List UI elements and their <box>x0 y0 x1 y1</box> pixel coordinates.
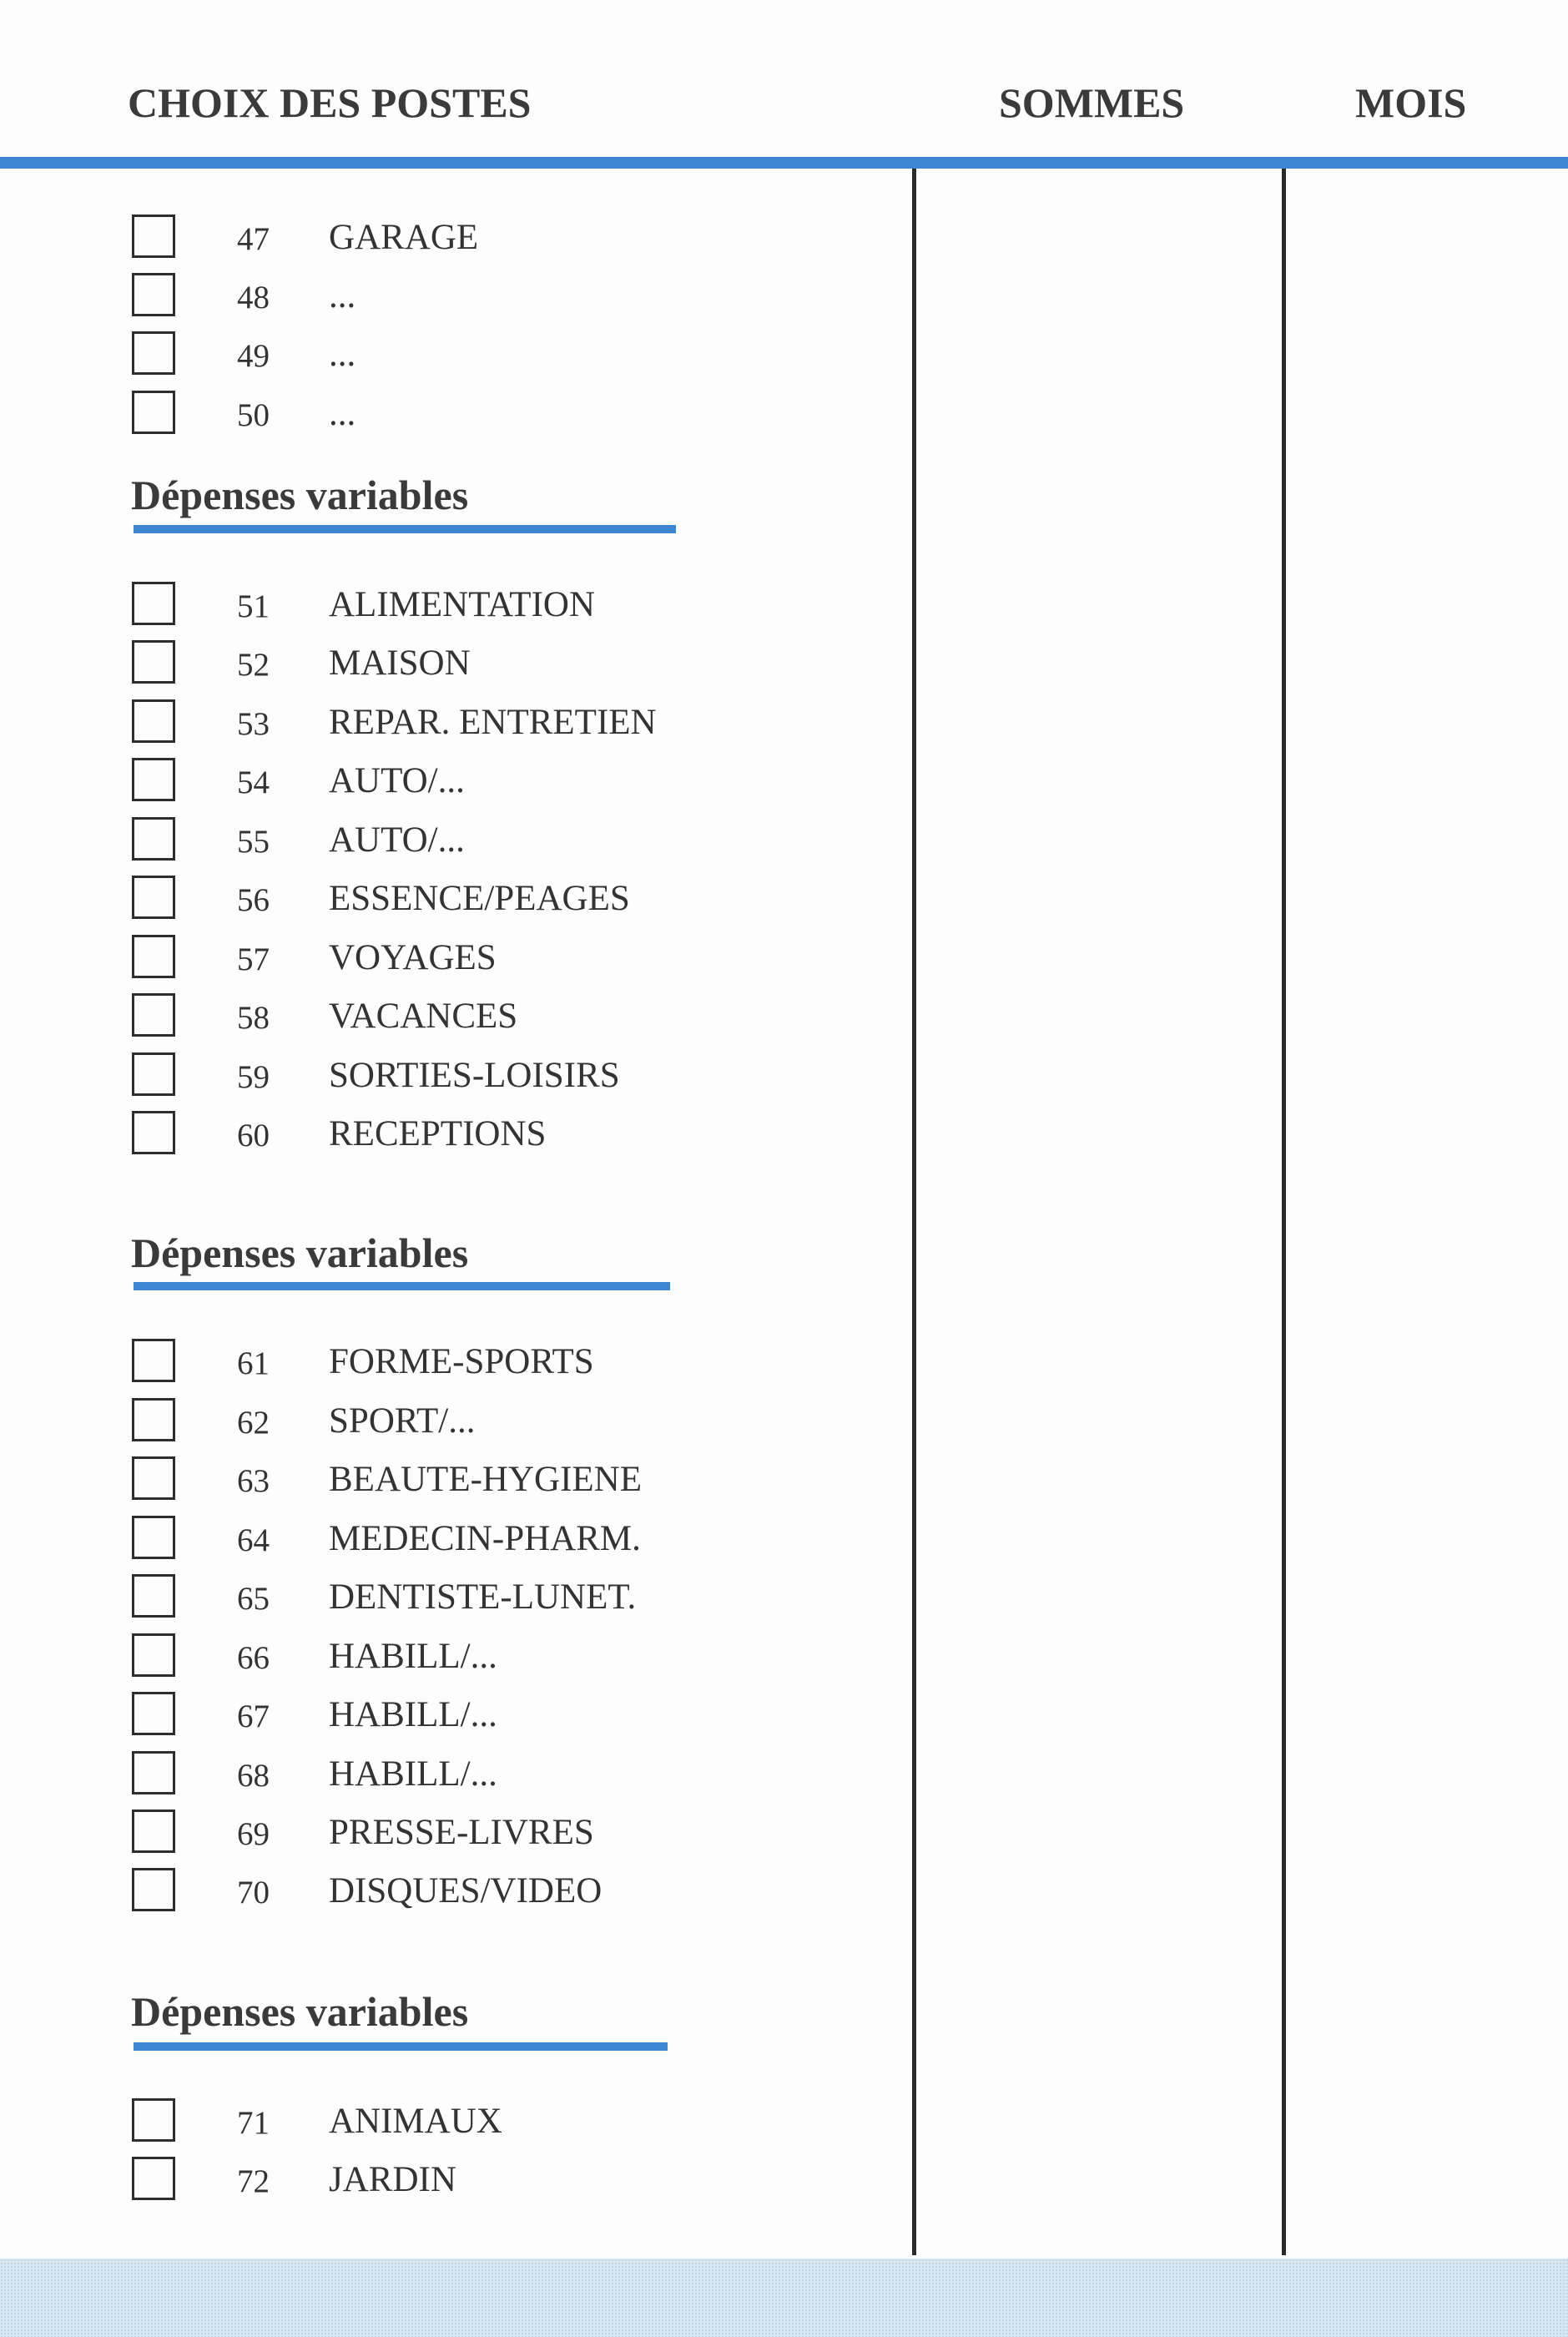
item-number: 55 <box>237 824 270 860</box>
item-number: 63 <box>237 1463 270 1499</box>
checkbox[interactable] <box>132 1868 175 1911</box>
item-label: HABILL/... <box>329 1754 497 1794</box>
item-label: VOYAGES <box>329 938 497 977</box>
section-rule <box>134 2042 668 2051</box>
item-label: GARAGE <box>329 218 479 257</box>
item-number: 62 <box>237 1405 270 1441</box>
item-label: JARDIN <box>329 2160 456 2199</box>
section-title: Dépenses variables <box>131 1229 469 1276</box>
checkbox[interactable] <box>132 331 175 375</box>
item-label: PRESSE-LIVRES <box>329 1813 594 1852</box>
item-label: AUTO/... <box>329 820 465 860</box>
checkbox[interactable] <box>132 1751 175 1794</box>
checkbox[interactable] <box>132 1111 175 1154</box>
section-rule <box>134 525 676 533</box>
column-divider-sommes <box>912 169 916 2255</box>
item-label: FORME-SPORTS <box>329 1342 594 1381</box>
section-title: Dépenses variables <box>131 472 469 518</box>
item-number: 48 <box>237 280 270 315</box>
item-label: HABILL/... <box>329 1695 497 1734</box>
checkbox[interactable] <box>132 1810 175 1853</box>
checkbox[interactable] <box>132 699 175 743</box>
checkbox[interactable] <box>132 2157 175 2200</box>
checkbox[interactable] <box>132 1633 175 1677</box>
checkbox[interactable] <box>132 935 175 978</box>
item-label: ... <box>329 335 356 374</box>
item-number: 50 <box>237 397 270 433</box>
item-number: 72 <box>237 2163 270 2199</box>
item-number: 52 <box>237 647 270 683</box>
item-label: ALIMENTATION <box>329 585 595 624</box>
item-number: 54 <box>237 765 270 800</box>
column-header-choix: CHOIX DES POSTES <box>128 79 532 126</box>
item-label: DISQUES/VIDEO <box>329 1871 602 1910</box>
checkbox[interactable] <box>132 1456 175 1500</box>
checkbox[interactable] <box>132 1398 175 1441</box>
item-number: 60 <box>237 1118 270 1153</box>
item-number: 71 <box>237 2105 270 2141</box>
item-label: ESSENCE/PEAGES <box>329 879 630 918</box>
item-label: MAISON <box>329 644 471 683</box>
checkbox[interactable] <box>132 273 175 316</box>
checkbox[interactable] <box>132 2098 175 2142</box>
item-label: MEDECIN-PHARM. <box>329 1519 641 1558</box>
item-number: 65 <box>237 1581 270 1617</box>
item-label: ANIMAUX <box>329 2102 502 2141</box>
checkbox[interactable] <box>132 993 175 1037</box>
checkbox[interactable] <box>132 215 175 258</box>
item-number: 66 <box>237 1640 270 1676</box>
checkbox[interactable] <box>132 582 175 625</box>
item-label: REPAR. ENTRETIEN <box>329 703 657 742</box>
item-label: BEAUTE-HYGIENE <box>329 1460 642 1499</box>
item-number: 61 <box>237 1345 270 1381</box>
column-divider-mois <box>1282 169 1286 2255</box>
checkbox[interactable] <box>132 640 175 684</box>
item-number: 67 <box>237 1698 270 1734</box>
item-label: ... <box>329 276 356 315</box>
item-number: 47 <box>237 221 270 257</box>
checkbox[interactable] <box>132 391 175 434</box>
item-number: 64 <box>237 1522 270 1558</box>
column-header-mois: MOIS <box>1355 79 1467 126</box>
item-label: AUTO/... <box>329 761 465 800</box>
item-number: 57 <box>237 941 270 977</box>
item-number: 69 <box>237 1816 270 1852</box>
item-number: 49 <box>237 338 270 374</box>
item-label: ... <box>329 394 356 433</box>
item-label: HABILL/... <box>329 1637 497 1676</box>
item-number: 68 <box>237 1758 270 1794</box>
section-rule <box>134 1282 670 1290</box>
item-number: 56 <box>237 882 270 918</box>
header-rule <box>0 157 1568 169</box>
checkbox[interactable] <box>132 1574 175 1618</box>
item-label: VACANCES <box>329 997 518 1036</box>
item-number: 70 <box>237 1875 270 1910</box>
checkbox[interactable] <box>132 758 175 801</box>
item-number: 58 <box>237 1000 270 1036</box>
checkbox[interactable] <box>132 1516 175 1559</box>
item-number: 53 <box>237 706 270 742</box>
checkbox[interactable] <box>132 817 175 861</box>
checkbox[interactable] <box>132 1692 175 1735</box>
footer-band <box>0 2259 1568 2337</box>
checkbox[interactable] <box>132 876 175 919</box>
checkbox[interactable] <box>132 1052 175 1096</box>
item-label: DENTISTE-LUNET. <box>329 1577 637 1617</box>
item-number: 59 <box>237 1059 270 1095</box>
column-header-sommes: SOMMES <box>999 79 1185 126</box>
checkbox[interactable] <box>132 1339 175 1382</box>
item-label: RECEPTIONS <box>329 1114 547 1153</box>
item-label: SPORT/... <box>329 1401 476 1441</box>
item-number: 51 <box>237 588 270 624</box>
section-title: Dépenses variables <box>131 1988 469 2035</box>
item-label: SORTIES-LOISIRS <box>329 1056 620 1095</box>
